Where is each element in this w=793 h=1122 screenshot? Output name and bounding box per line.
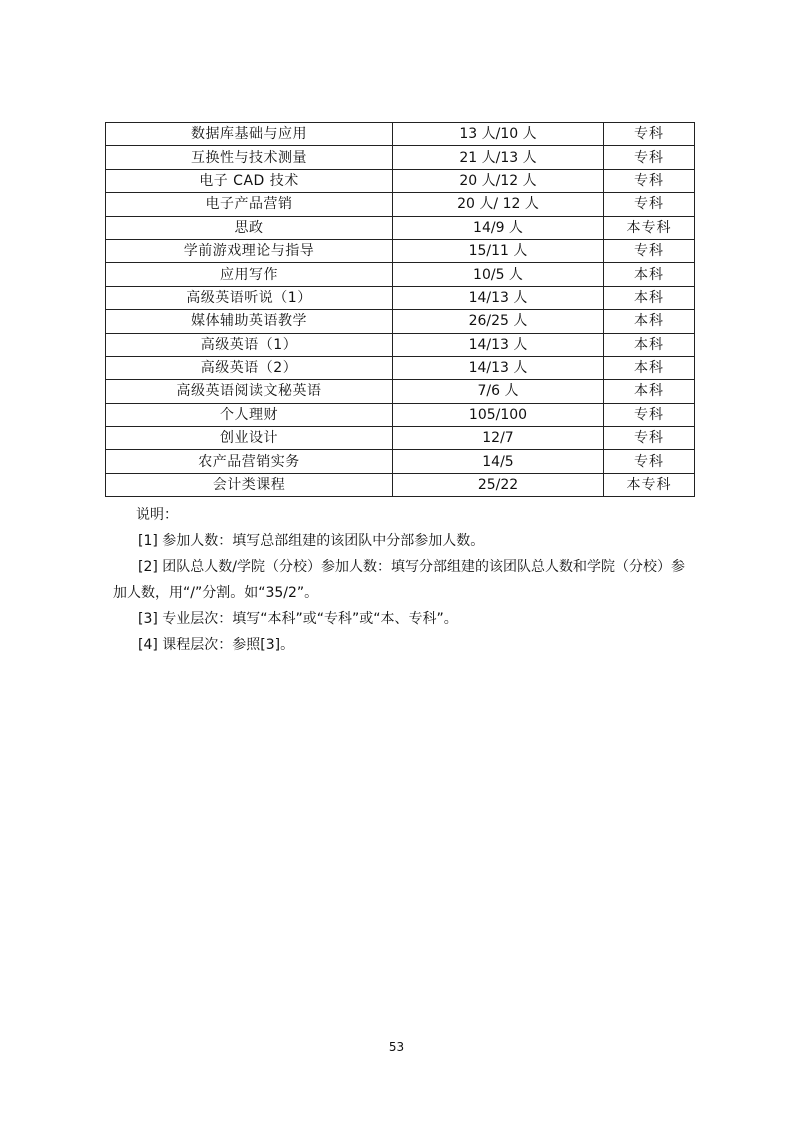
course-level-cell: 本科 <box>604 310 695 333</box>
course-name-cell: 农产品营销实务 <box>106 450 393 473</box>
course-level-cell: 本专科 <box>604 473 695 496</box>
course-level-cell: 专科 <box>604 193 695 216</box>
course-name-cell: 会计类课程 <box>106 473 393 496</box>
participant-count-cell: 14/13 人 <box>393 356 604 379</box>
course-level-cell: 专科 <box>604 123 695 146</box>
course-level-cell: 本专科 <box>604 216 695 239</box>
course-name-cell: 高级英语（2） <box>106 356 393 379</box>
course-name-cell: 高级英语（1） <box>106 333 393 356</box>
page-number: 53 <box>388 1040 405 1054</box>
course-level-cell: 本科 <box>604 333 695 356</box>
participant-count-cell: 13 人/10 人 <box>393 123 604 146</box>
course-name-cell: 个人理财 <box>106 403 393 426</box>
note-item-2: [2] 团队总人数/学院（分校）参加人数：填写分部组建的该团队总人数和学院（分校）参加人数，用“/”分割。如“35/2”。 <box>113 559 685 601</box>
note-item-1: [1] 参加人数：填写总部组建的该团队中分部参加人数。 <box>138 533 485 549</box>
participant-count-cell: 15/11 人 <box>393 239 604 262</box>
course-name-cell: 学前游戏理论与指导 <box>106 239 393 262</box>
course-level-cell: 本科 <box>604 380 695 403</box>
table-row <box>106 263 695 286</box>
course-level-cell: 专科 <box>604 146 695 169</box>
participant-count-cell: 12/7 <box>393 427 604 450</box>
course-level-cell: 本科 <box>604 263 695 286</box>
participant-count-cell: 14/13 人 <box>393 333 604 356</box>
table-row <box>106 239 695 262</box>
course-name-cell: 高级英语阅读文秘英语 <box>106 380 393 403</box>
table-row <box>106 403 695 426</box>
table-row <box>106 427 695 450</box>
table-row <box>106 216 695 239</box>
course-level-cell: 专科 <box>604 450 695 473</box>
course-level-cell: 专科 <box>604 169 695 192</box>
table-row <box>106 310 695 333</box>
note-item-3: [3] 专业层次：填写“本科”或“专科”或“本、专科”。 <box>138 611 458 627</box>
table-row <box>106 380 695 403</box>
course-level-cell: 专科 <box>604 239 695 262</box>
table-row <box>106 473 695 496</box>
course-level-cell: 专科 <box>604 403 695 426</box>
participant-count-cell: 105/100 <box>393 403 604 426</box>
participant-count-cell: 26/25 人 <box>393 310 604 333</box>
course-level-cell: 本科 <box>604 356 695 379</box>
table-row <box>106 450 695 473</box>
course-table-body <box>106 123 695 497</box>
table-row <box>106 123 695 146</box>
course-level-cell: 本科 <box>604 286 695 309</box>
notes-section <box>113 502 693 658</box>
table-row <box>106 193 695 216</box>
course-name-cell: 应用写作 <box>106 263 393 286</box>
course-name-cell: 思政 <box>106 216 393 239</box>
table-row <box>106 356 695 379</box>
note-item-4: [4] 课程层次：参照[3]。 <box>138 637 295 653</box>
participant-count-cell: 14/5 <box>393 450 604 473</box>
course-name-cell: 数据库基础与应用 <box>106 123 393 146</box>
course-name-cell: 互换性与技术测量 <box>106 146 393 169</box>
participant-count-cell: 7/6 人 <box>393 380 604 403</box>
course-name-cell: 电子 CAD 技术 <box>106 169 393 192</box>
course-level-cell: 专科 <box>604 427 695 450</box>
participant-count-cell: 21 人/13 人 <box>393 146 604 169</box>
notes-heading: 说明： <box>136 507 178 523</box>
course-name-cell: 创业设计 <box>106 427 393 450</box>
participant-count-cell: 20 人/12 人 <box>393 169 604 192</box>
participant-count-cell: 20 人/ 12 人 <box>393 193 604 216</box>
participant-count-cell: 14/9 人 <box>393 216 604 239</box>
course-name-cell: 高级英语听说（1） <box>106 286 393 309</box>
table-row <box>106 333 695 356</box>
participant-count-cell: 10/5 人 <box>393 263 604 286</box>
table-row <box>106 146 695 169</box>
course-table <box>105 122 695 497</box>
participant-count-cell: 14/13 人 <box>393 286 604 309</box>
course-name-cell: 媒体辅助英语教学 <box>106 310 393 333</box>
table-row <box>106 286 695 309</box>
course-name-cell: 电子产品营销 <box>106 193 393 216</box>
participant-count-cell: 25/22 <box>393 473 604 496</box>
table-row <box>106 169 695 192</box>
